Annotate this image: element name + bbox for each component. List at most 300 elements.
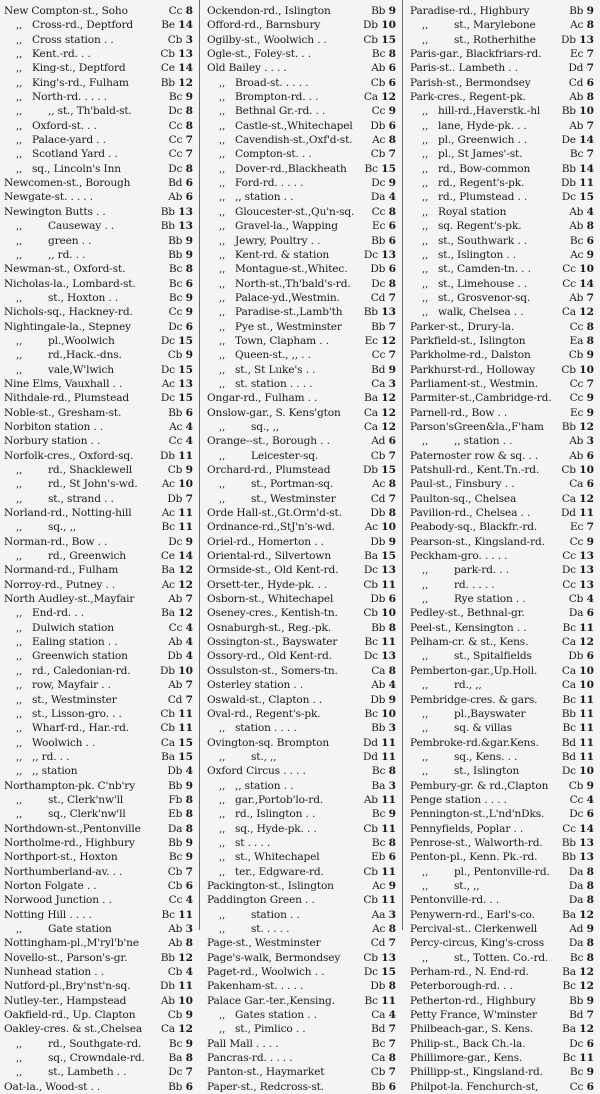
map-sheet-number: 12 xyxy=(381,406,396,419)
map-reference xyxy=(559,162,594,176)
map-reference xyxy=(567,406,594,420)
index-entry xyxy=(410,18,594,32)
map-reference xyxy=(367,535,396,549)
map-square: Cc xyxy=(562,578,576,591)
map-reference xyxy=(559,492,594,506)
map-square: Ac xyxy=(161,507,175,520)
map-reference xyxy=(158,549,193,563)
ditto-mark: ,, xyxy=(422,680,429,692)
map-reference xyxy=(368,190,396,204)
ditto-mark: ,, xyxy=(422,135,429,147)
map-sheet-number: 7 xyxy=(185,148,193,161)
map-reference xyxy=(368,1022,396,1036)
map-reference xyxy=(166,90,193,104)
entry-name: Parker-st., Drury-la. xyxy=(410,320,515,333)
map-sheet-number: 8 xyxy=(185,263,193,276)
map-square: Bb xyxy=(561,105,576,118)
map-reference xyxy=(566,4,594,18)
map-square: Bc xyxy=(364,636,378,649)
map-reference xyxy=(559,549,594,563)
index-entry xyxy=(4,305,193,319)
entry-name: Nunhead station . . xyxy=(4,966,104,979)
map-sheet-number: 10 xyxy=(381,707,396,720)
ditto-mark: ,, xyxy=(219,1010,226,1022)
entry-name: Queen-st., ,, . . xyxy=(235,349,311,362)
map-sheet-number: 4 xyxy=(586,793,594,806)
map-sheet-number: 10 xyxy=(579,263,594,276)
map-sheet-number: 8 xyxy=(586,320,594,333)
map-square: Ba xyxy=(562,1023,576,1036)
index-entry xyxy=(410,90,594,104)
index-entry xyxy=(410,1022,594,1036)
index-entry xyxy=(207,994,396,1008)
entry-name: Broad-st. . . . . xyxy=(235,76,309,89)
ditto-mark: ,, xyxy=(16,106,23,118)
index-entry xyxy=(410,764,594,778)
map-sheet-number: 9 xyxy=(185,535,193,548)
ditto-mark: ,, xyxy=(219,307,226,319)
map-square: Db xyxy=(370,535,386,548)
entry-name: Pennington-st.,L'nd'nDks. xyxy=(410,808,545,821)
map-square: Da xyxy=(167,822,183,835)
entry-name: Orde Hall-st.,Gt.Orm'd-st. xyxy=(207,507,342,520)
entry-name: Rye station . . xyxy=(454,593,526,606)
map-reference xyxy=(367,979,396,993)
map-reference xyxy=(369,477,396,491)
entry-name: Pye st., Westminster xyxy=(235,320,342,333)
ditto-mark: ,, xyxy=(219,794,226,806)
map-reference xyxy=(368,1065,396,1079)
index-entry xyxy=(207,1080,396,1094)
index-entry xyxy=(207,320,396,334)
map-sheet-number: 6 xyxy=(586,1080,594,1093)
map-reference xyxy=(166,850,193,864)
map-sheet-number: 9 xyxy=(586,994,594,1007)
entry-name: King's-rd., Fulham xyxy=(32,76,129,89)
map-reference xyxy=(367,592,396,606)
map-square: Cd xyxy=(370,492,386,505)
ditto-mark: ,, xyxy=(422,34,429,46)
map-reference xyxy=(367,693,396,707)
map-reference xyxy=(360,951,396,965)
map-square: Dc xyxy=(168,535,183,548)
entry-name: st., Spitalfields xyxy=(454,650,532,663)
map-square: Cb xyxy=(370,449,386,462)
map-reference xyxy=(158,18,193,32)
map-sheet-number: 3 xyxy=(185,923,193,935)
map-square: Db xyxy=(167,765,183,778)
entry-name: Dulwich station xyxy=(32,621,114,634)
map-square: Cc xyxy=(168,148,183,161)
map-square: Bb xyxy=(561,836,576,849)
index-entry xyxy=(410,635,594,649)
index-entry xyxy=(410,822,594,836)
entry-name: Oseney-cres., Kentish-tn. xyxy=(207,607,338,620)
map-sheet-number: 13 xyxy=(178,205,193,218)
map-reference xyxy=(559,736,594,750)
entry-name: st., Pimlico . . xyxy=(235,1023,306,1036)
ditto-mark: ,, xyxy=(422,880,429,892)
map-sheet-number: 12 xyxy=(178,607,193,620)
map-sheet-number: 6 xyxy=(586,607,594,620)
entry-name: Ockendon-rd., Islington xyxy=(207,5,331,17)
entry-name: Norbury station . . xyxy=(4,435,101,448)
index-entry xyxy=(207,1065,396,1079)
map-sheet-number: 11 xyxy=(381,894,396,907)
map-reference xyxy=(560,621,594,635)
map-reference xyxy=(360,865,396,879)
map-square: Cb xyxy=(363,865,378,878)
map-square: Dc xyxy=(561,564,576,577)
map-square: Ec xyxy=(569,521,584,534)
map-square: Fb xyxy=(168,793,183,806)
map-reference xyxy=(159,908,193,922)
map-square: Cb xyxy=(370,76,386,89)
map-reference xyxy=(369,1037,396,1051)
entry-name: Parmiter-st.,Cambridge-rd. xyxy=(410,392,552,405)
map-square: Bb xyxy=(168,406,183,419)
map-square: Cb xyxy=(160,707,175,720)
map-square: Bb xyxy=(561,420,576,433)
column-divider xyxy=(199,0,200,930)
entry-name: Parson'sGreen&la.,F'ham xyxy=(410,420,544,433)
map-sheet-number: 4 xyxy=(185,966,193,979)
map-sheet-number: 9 xyxy=(185,464,193,476)
map-sheet-number: 12 xyxy=(381,91,396,104)
map-sheet-number: 12 xyxy=(579,980,594,993)
entry-name: Cross-rd., Deptford xyxy=(32,19,134,32)
map-reference xyxy=(367,262,396,276)
map-reference xyxy=(166,4,193,18)
map-square: Bb xyxy=(561,851,576,864)
index-entry xyxy=(4,449,193,463)
index-entry xyxy=(410,1008,594,1022)
ditto-mark: ,, xyxy=(16,49,23,61)
map-square: Dd xyxy=(560,507,576,520)
map-reference xyxy=(567,320,594,334)
entry-name: Newman-st., Oxford-st. xyxy=(4,263,126,276)
entry-name: Philpot-la. Fenchurch-st, xyxy=(410,1080,539,1093)
ditto-mark: ,, xyxy=(16,637,23,649)
index-entry xyxy=(410,291,594,305)
map-reference xyxy=(566,119,594,133)
map-reference xyxy=(165,592,193,606)
entry-name: Jewry, Poultry . . xyxy=(235,234,321,247)
map-sheet-number: 7 xyxy=(388,349,396,362)
index-entry xyxy=(207,1022,396,1036)
entry-name: Northport-st., Hoxton xyxy=(4,851,118,864)
map-sheet-number: 9 xyxy=(388,363,396,376)
ditto-mark: ,, xyxy=(16,465,23,476)
index-entry xyxy=(4,420,193,434)
map-square: Cc xyxy=(371,349,386,362)
map-square: Db xyxy=(370,980,386,993)
map-square: Cc xyxy=(371,105,386,118)
map-sheet-number: 11 xyxy=(579,621,594,634)
map-reference xyxy=(368,363,396,377)
entry-name: st. . . . . xyxy=(251,923,290,935)
entry-name: rd., Bow-common xyxy=(438,162,531,175)
entry-name: pl.,Woolwich xyxy=(48,334,115,347)
index-entry xyxy=(207,707,396,721)
map-sheet-number: 14 xyxy=(579,134,594,147)
index-entry xyxy=(4,391,193,405)
map-sheet-number: 7 xyxy=(586,48,594,61)
entry-name: Parnell-rd., Bow . . xyxy=(410,406,508,419)
map-square: Cb xyxy=(363,822,378,835)
ditto-mark: ,, xyxy=(16,235,23,247)
map-reference xyxy=(559,678,594,692)
map-square: Ab xyxy=(569,449,584,462)
map-square: Ab xyxy=(569,205,584,218)
map-square: Ba xyxy=(168,1052,183,1065)
map-square: Ab xyxy=(160,994,175,1007)
map-square: Ab xyxy=(168,923,183,935)
entry-name: Palace Gar.-ter.,Kensing. xyxy=(207,994,335,1007)
map-sheet-number: 11 xyxy=(579,707,594,720)
map-sheet-number: 8 xyxy=(586,220,594,233)
map-square: Ca xyxy=(561,636,576,649)
ditto-mark: ,, xyxy=(16,809,23,821)
map-square: Cc xyxy=(168,306,183,319)
entry-name: sq. & villas xyxy=(454,722,512,735)
entry-name: Wharf-rd., Har.-rd. xyxy=(32,722,129,735)
index-entry xyxy=(410,678,594,692)
ditto-mark: ,, xyxy=(422,594,429,606)
map-square: Bb xyxy=(168,779,183,792)
ditto-mark: ,, xyxy=(16,221,23,233)
entry-name: sq., Crowndale-rd. xyxy=(48,1052,145,1065)
index-entry xyxy=(4,893,193,907)
index-entry xyxy=(207,47,396,61)
map-reference xyxy=(360,822,396,836)
map-sheet-number: 9 xyxy=(586,1066,594,1079)
entry-name: Osborn-st., Whitechapel xyxy=(207,593,334,606)
map-reference xyxy=(368,291,396,305)
ditto-mark: ,, xyxy=(422,723,429,735)
index-entry xyxy=(4,592,193,606)
map-square: Cc xyxy=(569,377,584,390)
map-square: Ab xyxy=(569,220,584,233)
map-reference xyxy=(559,965,594,979)
entry-name: Nicholas-la., Lombard-st. xyxy=(4,277,136,290)
map-square: Ad xyxy=(371,435,386,448)
map-reference xyxy=(362,520,396,534)
map-reference xyxy=(566,219,594,233)
map-reference xyxy=(559,277,594,291)
entry-name: st . . . . xyxy=(235,836,271,849)
map-reference xyxy=(159,520,193,534)
entry-name: rd., Plumstead . . xyxy=(438,191,528,204)
map-reference xyxy=(165,463,193,477)
map-reference xyxy=(165,248,193,262)
entry-name: st. station . . . . xyxy=(235,377,313,390)
map-reference xyxy=(368,234,396,248)
map-sheet-number: 11 xyxy=(178,707,193,720)
column-divider xyxy=(402,0,403,930)
index-entry xyxy=(4,76,193,90)
ditto-mark: ,, xyxy=(219,751,226,763)
map-sheet-number: 12 xyxy=(579,420,594,433)
map-sheet-number: 11 xyxy=(381,793,396,806)
map-sheet-number: 6 xyxy=(185,191,193,204)
map-sheet-number: 8 xyxy=(185,119,193,132)
entry-name: Scotland Yard . . xyxy=(32,148,118,161)
entry-name: Greenwich station xyxy=(32,650,128,663)
entry-name: Ovington-sq. Brompton xyxy=(207,736,330,749)
index-entry xyxy=(4,147,193,161)
map-sheet-number: 9 xyxy=(586,923,594,935)
map-reference xyxy=(361,793,396,807)
map-square: Da xyxy=(568,937,584,950)
entry-name: Northdown-st.,Pentonville xyxy=(4,822,141,835)
map-sheet-number: 12 xyxy=(579,966,594,979)
map-square: Bc xyxy=(168,851,183,864)
map-reference xyxy=(166,133,193,147)
map-sheet-number: 8 xyxy=(586,937,594,950)
map-square: Cb xyxy=(561,363,576,376)
ditto-mark: ,, xyxy=(219,192,226,204)
map-sheet-number: 13 xyxy=(579,550,594,563)
map-reference xyxy=(157,721,193,735)
map-reference xyxy=(558,33,594,47)
map-square: Bc xyxy=(371,1037,386,1050)
index-entry xyxy=(4,434,193,448)
entry-name: Paper-st., Redcross-st. xyxy=(207,1080,324,1093)
map-square: Ce xyxy=(160,62,175,75)
index-entry xyxy=(410,162,594,176)
index-entry xyxy=(4,190,193,204)
map-sheet-number: 14 xyxy=(178,550,193,563)
map-sheet-number: 4 xyxy=(185,765,193,778)
map-reference xyxy=(165,33,193,47)
map-square: Dd xyxy=(362,736,378,749)
entry-name: Leicester-sq. xyxy=(251,449,319,462)
index-entry xyxy=(207,979,396,993)
map-reference xyxy=(165,922,193,936)
entry-name: Phillimore-gar., Kens. xyxy=(410,1052,523,1065)
map-reference xyxy=(361,563,396,577)
map-reference xyxy=(368,61,396,75)
entry-name: Osterley station . . xyxy=(207,679,304,692)
map-sheet-number: 11 xyxy=(381,865,396,878)
map-reference xyxy=(567,535,594,549)
map-reference xyxy=(166,1051,193,1065)
index-entry xyxy=(4,33,193,47)
ditto-mark: ,, xyxy=(16,665,23,677)
map-sheet-number: 6 xyxy=(586,808,594,821)
ditto-mark: ,, xyxy=(219,135,226,147)
map-sheet-number: 15 xyxy=(178,363,193,376)
map-sheet-number: 12 xyxy=(381,420,396,433)
ditto-mark: ,, xyxy=(219,823,226,835)
map-square: Ac xyxy=(169,420,183,433)
index-entry xyxy=(207,822,396,836)
map-square: Bc xyxy=(562,722,576,735)
map-square: Db xyxy=(370,507,386,520)
index-entry xyxy=(410,391,594,405)
map-sheet-number: 4 xyxy=(185,420,193,433)
map-square: Dc xyxy=(168,105,183,118)
map-sheet-number: 7 xyxy=(388,320,396,333)
map-square: Bb xyxy=(569,5,584,17)
map-sheet-number: 8 xyxy=(388,48,396,61)
entry-name: Compton-st. . . xyxy=(235,148,312,161)
ditto-mark: ,, xyxy=(422,178,429,190)
index-entry xyxy=(4,90,193,104)
map-square: Ea xyxy=(569,334,584,347)
map-square: Da xyxy=(568,865,584,878)
map-reference xyxy=(361,406,396,420)
entry-name: Onslow-gar., S. Kens'gton xyxy=(207,406,341,419)
index-entry xyxy=(410,4,594,18)
map-sheet-number: 7 xyxy=(388,1066,396,1079)
map-sheet-number: 9 xyxy=(586,5,594,17)
map-sheet-number: 6 xyxy=(185,277,193,290)
index-entry xyxy=(207,377,396,391)
index-entry xyxy=(410,420,594,434)
map-reference xyxy=(157,47,193,61)
ditto-mark: ,, xyxy=(219,278,226,290)
entry-name: sq., Hyde-pk. . . xyxy=(235,822,317,835)
ditto-mark: ,, xyxy=(16,1067,23,1079)
map-square: Cb xyxy=(167,33,183,46)
ditto-mark: ,, xyxy=(422,221,429,233)
map-reference xyxy=(559,750,594,764)
index-entry xyxy=(207,305,396,319)
map-sheet-number: 3 xyxy=(388,722,396,735)
index-entry xyxy=(410,348,594,362)
entry-name: Orsett-ter., Hyde-pk. . . xyxy=(207,578,328,591)
entry-name: Ford-rd. . . . . xyxy=(235,177,304,190)
map-sheet-number: 8 xyxy=(388,980,396,993)
map-reference xyxy=(559,104,594,118)
map-square: Bc xyxy=(371,836,386,849)
index-entry xyxy=(4,721,193,735)
ditto-mark: ,, xyxy=(422,249,429,261)
map-reference xyxy=(157,449,193,463)
entry-name: rd., Southgate-rd. xyxy=(48,1037,142,1050)
entry-name: New Compton-st., Soho xyxy=(4,5,128,17)
ditto-mark: ,, xyxy=(16,766,23,778)
entry-name: Pembroke-rd.&gar.Kens. xyxy=(410,736,539,749)
map-reference xyxy=(566,592,594,606)
ditto-mark: ,, xyxy=(219,924,226,935)
map-sheet-number: 3 xyxy=(388,779,396,792)
map-square: Ac xyxy=(161,377,175,390)
index-entry xyxy=(410,248,594,262)
map-reference xyxy=(566,879,594,893)
map-sheet-number: 7 xyxy=(586,148,594,161)
map-sheet-number: 9 xyxy=(388,693,396,706)
ditto-mark: ,, xyxy=(422,192,429,204)
map-reference xyxy=(369,205,396,219)
entry-name: rd., Greenwich xyxy=(48,550,126,563)
map-reference xyxy=(368,434,396,448)
map-reference xyxy=(158,76,193,90)
index-entry xyxy=(4,736,193,750)
map-square: Bb xyxy=(363,306,378,319)
map-sheet-number: 9 xyxy=(185,248,193,261)
map-reference xyxy=(567,391,594,405)
index-entry xyxy=(207,119,396,133)
map-reference xyxy=(166,147,193,161)
index-entry xyxy=(410,707,594,721)
map-sheet-number: 11 xyxy=(381,822,396,835)
map-reference xyxy=(368,176,396,190)
index-entry xyxy=(207,18,396,32)
index-entry xyxy=(4,965,193,979)
